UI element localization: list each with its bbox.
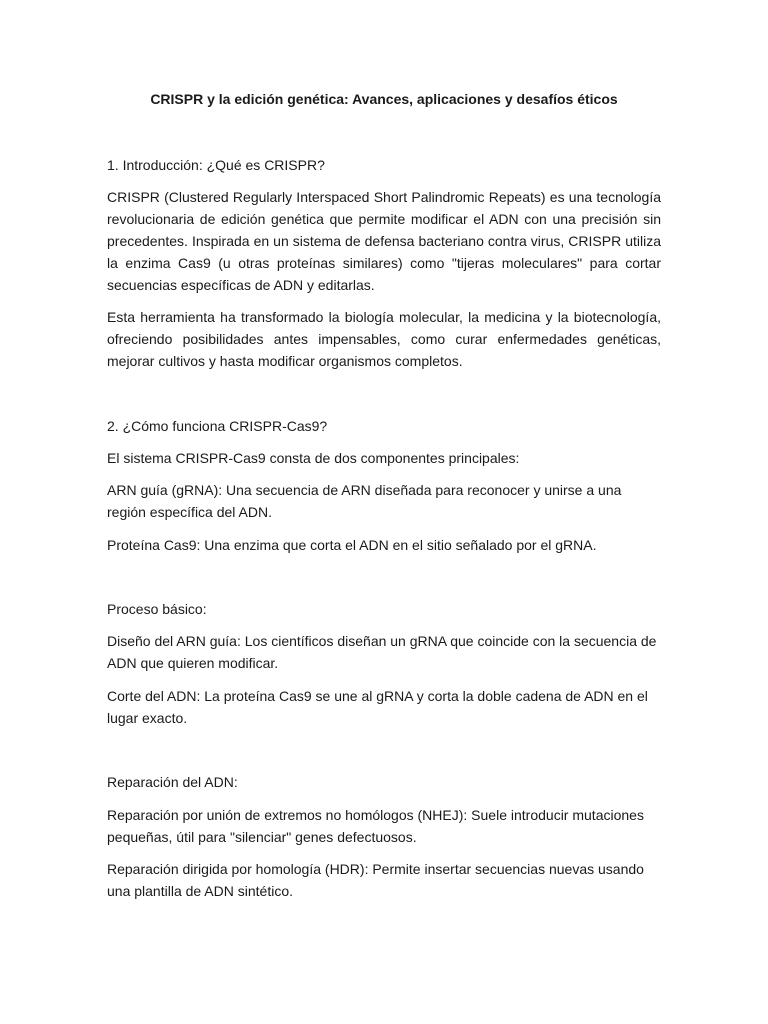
section-heading-process: Proceso básico: [107,601,207,617]
paragraph-process-2: Corte del ADN: La proteína Cas9 se une al gRNA y corta la doble cadena de ADN en el lugar exacto. [107,688,648,726]
paragraph-process-1: Diseño del ARN guía: Los científicos diseñan un gRNA que coincide con la secuencia de ADN que quieren modificar. [107,633,657,671]
document-title: CRISPR y la edición genética: Avances, aplicaciones y desafíos éticos [150,91,618,107]
paragraph-repair-1: Reparación por unión de extremos no homólogos (NHEJ): Suele introducir mutaciones pequeñas, útil para "silenciar" genes defectuosos. [107,807,644,845]
paragraph-how-1: El sistema CRISPR-Cas9 consta de dos componentes principales: [107,450,520,466]
paragraph-intro-1: CRISPR (Clustered Regularly Interspaced Short Palindromic Repeats) es una tecnología revolucionaria de edición genética que permite modificar el ADN con una precisión sin precedentes. Inspirada en un sistema de defensa bacteriano contra virus, CRISPR utiliza la enzima Cas9 (u otras proteínas similares) como "tijeras moleculares" para cortar secuencias específicas de ADN y editarlas. [107,189,661,293]
section-heading-intro: 1. Introducción: ¿Qué es CRISPR? [107,157,325,173]
section-heading-repair: Reparación del ADN: [107,774,238,790]
paragraph-how-3: Proteína Cas9: Una enzima que corta el ADN en el sitio señalado por el gRNA. [107,537,597,553]
paragraph-repair-2: Reparación dirigida por homología (HDR): Permite insertar secuencias nuevas usando una plantilla de ADN sintético. [107,861,644,899]
section-heading-how: 2. ¿Cómo funciona CRISPR-Cas9? [107,418,328,434]
paragraph-intro-2: Esta herramienta ha transformado la biología molecular, la medicina y la biotecnología, ofreciendo posibilidades antes impensables, como curar enfermedades genéticas, mejorar cultivos y hasta modificar organismos completos. [107,309,661,369]
paragraph-how-2: ARN guía (gRNA): Una secuencia de ARN diseñada para reconocer y unirse a una región específica del ADN. [107,482,622,520]
